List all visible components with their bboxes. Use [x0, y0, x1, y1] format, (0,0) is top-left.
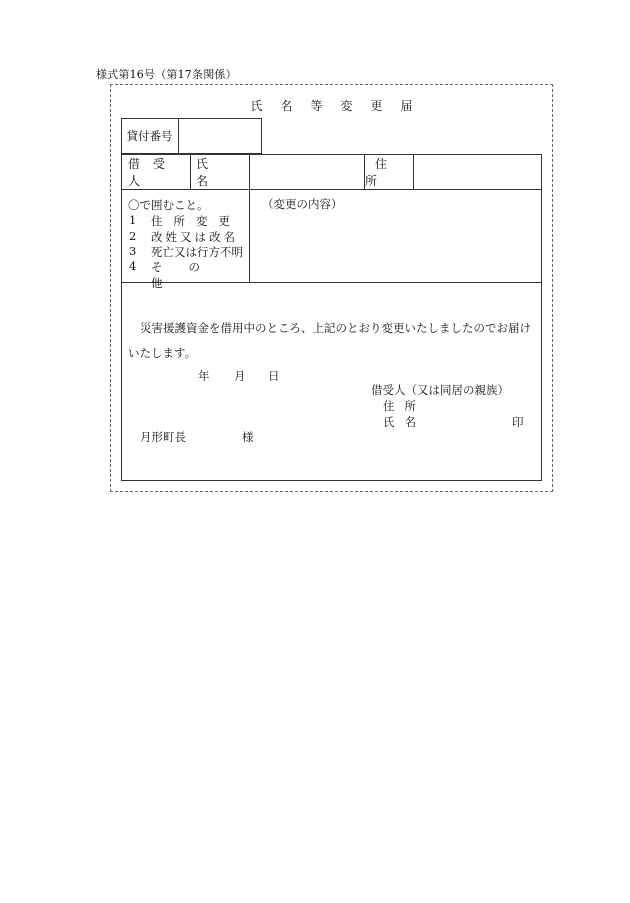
- date-year: 年: [198, 369, 210, 383]
- borrower-label: [128, 154, 184, 189]
- option-number: 3: [129, 244, 137, 258]
- name-label: [196, 154, 244, 189]
- option-item[interactable]: [129, 213, 244, 229]
- statement-text: 災害援護資金を借用中のところ、上記のとおり変更いたしましたのでお届けいたします。: [128, 321, 531, 360]
- loan-number-field[interactable]: [180, 119, 261, 153]
- option-item[interactable]: [129, 229, 244, 245]
- change-content-label: （変更の内容）: [262, 197, 343, 211]
- option-label: 改姓又は改名: [151, 230, 238, 244]
- column-divider: [190, 154, 191, 189]
- name-field[interactable]: [250, 155, 363, 188]
- address-label: [365, 154, 413, 189]
- submitter-name-label: 氏名: [383, 415, 426, 429]
- date-day: 日: [268, 369, 280, 383]
- option-label: 住所変更: [151, 214, 241, 228]
- row-divider: [121, 189, 542, 190]
- submitter-label: 借受人（又は同居の親族）: [371, 383, 509, 397]
- option-number: 2: [129, 229, 137, 243]
- loan-number-label: 貸付番号: [121, 118, 179, 154]
- option-item[interactable]: [129, 244, 244, 260]
- address-field[interactable]: [414, 155, 541, 188]
- date-month: 月: [234, 369, 246, 383]
- option-number: 1: [129, 213, 137, 227]
- addressee-honorific: 様: [242, 430, 254, 444]
- circle-instruction: 〇で囲むこと。: [128, 198, 209, 212]
- addressee-name: 月形町長: [140, 430, 186, 444]
- form-number: 様式第16号（第17条関係）: [96, 68, 237, 81]
- seal-mark: 印: [512, 415, 524, 429]
- address-label-text: 住所: [365, 156, 398, 188]
- change-content-field[interactable]: [250, 212, 541, 281]
- borrower-label-text: 借受人: [128, 156, 179, 188]
- option-label: その他: [151, 260, 226, 290]
- option-number: 4: [129, 259, 137, 273]
- option-label: 死亡又は行方不明: [151, 245, 243, 259]
- option-item[interactable]: [129, 259, 244, 291]
- document-title: 氏名等変更届: [250, 99, 431, 113]
- name-label-text: 氏名: [196, 156, 231, 188]
- submitter-address-label: 住所: [383, 399, 426, 413]
